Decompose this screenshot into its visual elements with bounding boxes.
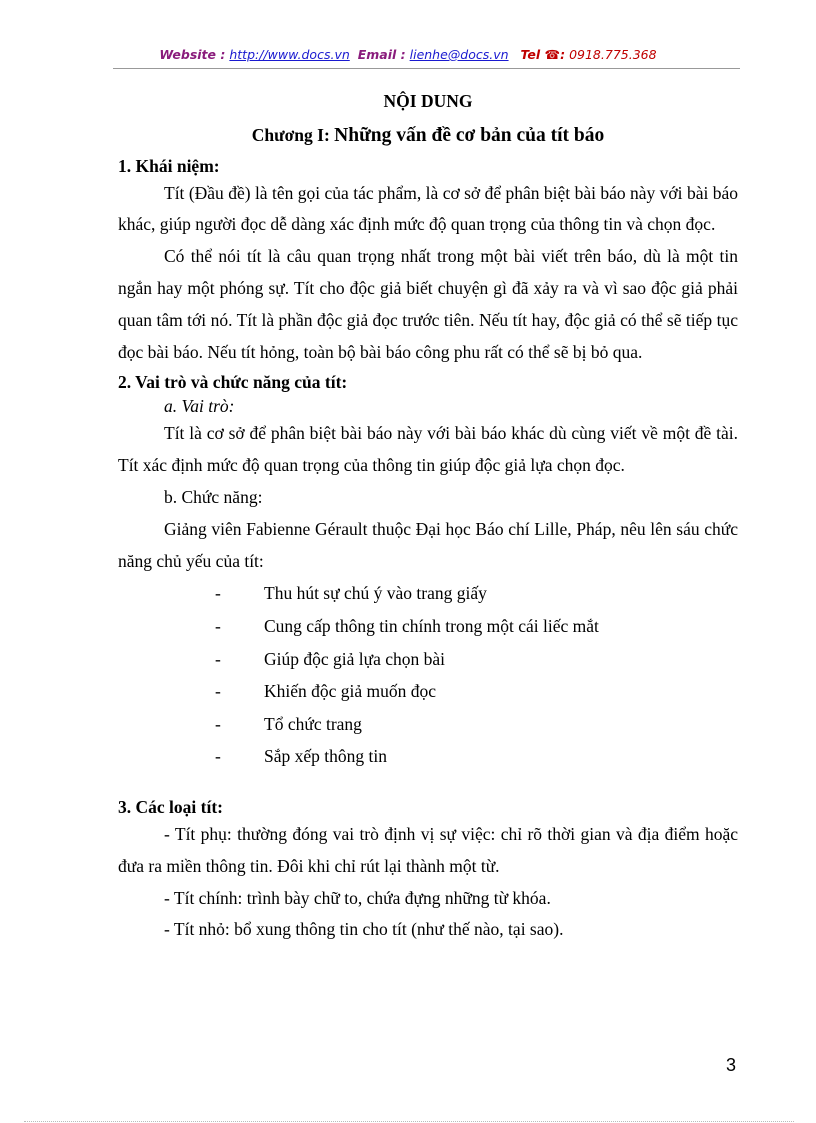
section-1-paragraph-1: Tít (Đầu đề) là tên gọi của tác phẩm, là cơ sở để phân biệt bài báo này với bài báo khác, giúp người đọc dễ dàng xác định mức độ quan trọng của thông tin và chọn đọc. xyxy=(118,182,738,235)
section-3-paragraph-2: - Tít chính: trình bày chữ to, chứa đựng những từ khóa. xyxy=(164,887,551,908)
bullet-dash: - xyxy=(215,583,221,604)
list-item-text: Tổ chức trang xyxy=(264,713,362,734)
page-header xyxy=(0,47,816,62)
list-item xyxy=(118,675,738,708)
website-link[interactable]: http://www.docs.vn xyxy=(229,47,350,62)
header-divider xyxy=(113,68,740,69)
chapter-text: Những vấn đề cơ bản của tít báo xyxy=(334,124,605,146)
page-number: 3 xyxy=(726,1055,737,1075)
subsection-b-heading: b. Chức năng: xyxy=(164,486,263,507)
list-item xyxy=(118,643,738,676)
list-item xyxy=(118,610,738,643)
tel-label: Tel ☎: xyxy=(520,47,566,62)
section-1-heading: 1. Khái niệm: xyxy=(118,155,220,176)
subsection-a-label: a. Vai trò: xyxy=(164,396,235,417)
chapter-prefix: Chương I: xyxy=(251,124,330,145)
list-item-text: Giúp độc giả lựa chọn bài xyxy=(264,648,446,669)
email-link[interactable]: lienhe@docs.vn xyxy=(409,47,509,62)
section-2-heading: 2. Vai trò và chức năng của tít: xyxy=(118,372,348,393)
website-label: Website : xyxy=(159,47,226,62)
tel-number: 0918.775.368 xyxy=(569,47,657,62)
bullet-dash: - xyxy=(215,713,221,734)
list-item-text: Sắp xếp thông tin xyxy=(264,746,387,767)
page-title: NỘI DUNG xyxy=(383,91,473,111)
section-2-paragraph-1: Tít là cơ sở để phân biệt bài báo này với bài báo khác dù cùng viết về một đề tài. Tít xác định mức độ quan trọng của thông tin giúp độc giả lựa chọn đọc. xyxy=(118,423,738,476)
section-2-paragraph-2: Giảng viên Fabienne Gérault thuộc Đại học Báo chí Lille, Pháp, nêu lên sáu chức năng chủ yếu của tít: xyxy=(118,518,738,571)
section-3-paragraph-1: - Tít phụ: thường đóng vai trò định vị sự việc: chỉ rõ thời gian và địa điểm hoặc đưa ra miền thông tin. Đôi khi chỉ rút lại thành một từ. xyxy=(118,823,738,876)
list-item-text: Thu hút sự chú ý vào trang giấy xyxy=(264,583,487,604)
list-item xyxy=(118,577,738,610)
spacer xyxy=(118,773,738,793)
subsection-a-heading xyxy=(118,394,738,418)
bullet-dash: - xyxy=(215,648,221,669)
bullet-dash: - xyxy=(215,746,221,767)
list-item xyxy=(118,708,738,741)
email-label: Email : xyxy=(357,47,406,62)
bullet-dash: - xyxy=(215,681,221,702)
function-list xyxy=(118,577,738,773)
list-item-text: Cung cấp thông tin chính trong một cái liếc mắt xyxy=(264,615,599,636)
page-bottom-border xyxy=(24,1121,794,1122)
section-3-paragraph-3: - Tít nhỏ: bổ xung thông tin cho tít (như thế nào, tại sao). xyxy=(164,919,564,940)
section-3-heading: 3. Các loại tít: xyxy=(118,796,223,817)
bullet-dash: - xyxy=(215,615,221,636)
section-1-paragraph-2: Có thể nói tít là câu quan trọng nhất trong một bài viết trên báo, dù là một tin ngắn hay một phóng sự. Tít cho độc giả biết chuyện gì đã xảy ra và vì sao độc giả phải quan tâm tới nó. Tít là phần độc giả đọc trước tiên. Nếu tít hay, độc giả có thể sẽ tiếp tục đọc bài báo. Nếu tít hỏng, toàn bộ bài báo công phu rất có thể sẽ bị bỏ qua. xyxy=(118,246,738,362)
chapter-title xyxy=(118,120,738,152)
list-item xyxy=(118,740,738,773)
document-body xyxy=(118,86,738,946)
list-item-text: Khiến độc giả muốn đọc xyxy=(264,681,437,702)
